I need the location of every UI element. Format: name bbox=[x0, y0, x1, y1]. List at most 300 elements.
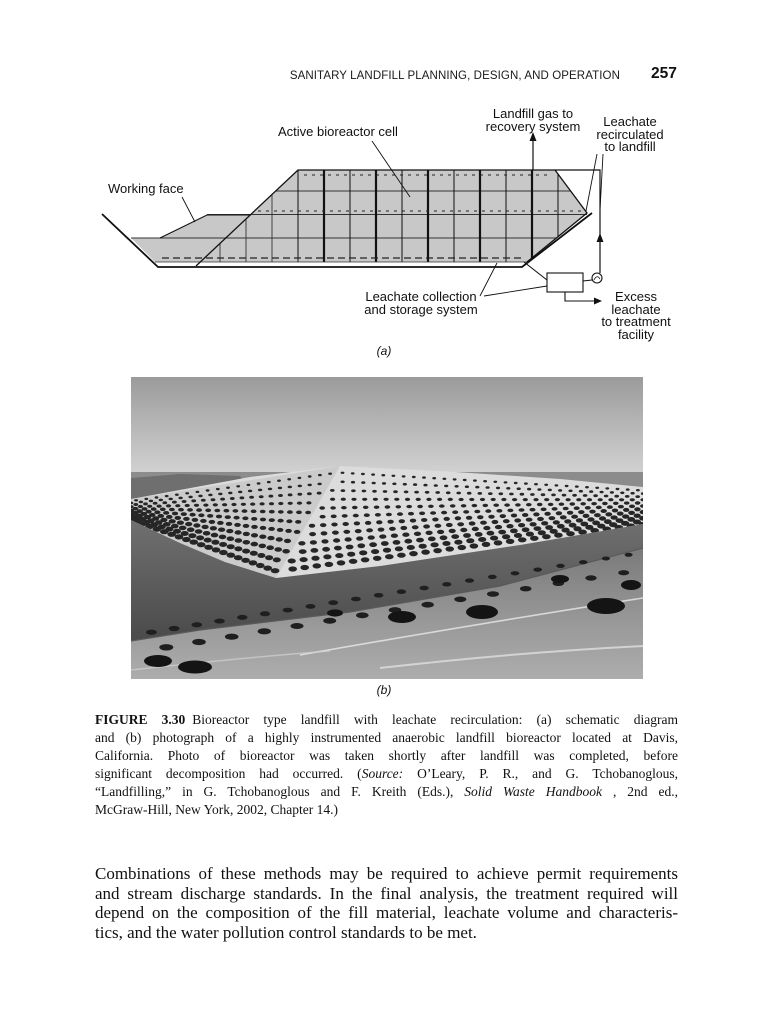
tire bbox=[278, 494, 283, 497]
tire bbox=[511, 571, 520, 575]
tire bbox=[234, 523, 241, 527]
tire bbox=[589, 510, 595, 514]
waste-fill bbox=[131, 170, 587, 262]
tire bbox=[352, 506, 358, 509]
tire bbox=[204, 538, 212, 543]
tire bbox=[499, 492, 504, 495]
leachate-recirculated-label-line: Leachate bbox=[603, 114, 657, 129]
tire bbox=[201, 499, 206, 502]
tire bbox=[243, 524, 250, 528]
tire bbox=[374, 593, 384, 598]
tire bbox=[477, 515, 483, 519]
tire bbox=[566, 531, 575, 536]
tire bbox=[288, 566, 297, 571]
tire bbox=[393, 490, 398, 493]
tire bbox=[555, 498, 560, 501]
tire bbox=[524, 482, 528, 484]
tire bbox=[485, 509, 491, 513]
tire bbox=[526, 532, 534, 537]
tire bbox=[162, 501, 167, 504]
tire bbox=[374, 506, 380, 509]
tire bbox=[291, 623, 304, 629]
tire bbox=[202, 525, 209, 529]
tire bbox=[454, 597, 466, 603]
tire bbox=[159, 644, 173, 650]
tire bbox=[435, 524, 442, 528]
tire bbox=[351, 597, 361, 602]
tire bbox=[297, 502, 302, 505]
tire bbox=[530, 522, 537, 526]
tire bbox=[341, 481, 345, 484]
tire bbox=[480, 521, 487, 525]
tire bbox=[332, 531, 339, 535]
tire bbox=[583, 494, 588, 497]
tire bbox=[185, 492, 189, 494]
tire bbox=[419, 512, 425, 516]
tire bbox=[233, 509, 239, 513]
tire bbox=[276, 537, 283, 541]
tire bbox=[317, 483, 321, 486]
tire bbox=[193, 523, 200, 527]
tire bbox=[410, 519, 416, 523]
tire bbox=[612, 509, 618, 513]
tire bbox=[182, 537, 191, 542]
tire bbox=[365, 521, 371, 525]
tire bbox=[341, 472, 345, 474]
tire bbox=[187, 508, 193, 512]
tire bbox=[235, 538, 243, 543]
tire bbox=[441, 511, 447, 515]
tire bbox=[408, 512, 414, 516]
tire bbox=[544, 484, 548, 486]
tire bbox=[619, 498, 624, 501]
tire bbox=[585, 486, 589, 488]
tire bbox=[579, 490, 583, 493]
tire bbox=[341, 498, 346, 501]
tire bbox=[607, 505, 613, 509]
tire bbox=[249, 496, 254, 499]
tire bbox=[147, 505, 152, 508]
tire bbox=[419, 544, 427, 549]
tire bbox=[331, 515, 337, 519]
tire bbox=[138, 505, 143, 508]
tire bbox=[518, 537, 527, 542]
caption-book-title: Solid Waste Handbook bbox=[464, 784, 602, 799]
tire bbox=[392, 483, 396, 486]
tire bbox=[166, 504, 171, 507]
tire bbox=[498, 530, 506, 535]
tire bbox=[331, 523, 337, 527]
tire bbox=[260, 611, 270, 616]
tire bbox=[361, 473, 365, 475]
tire bbox=[490, 536, 498, 541]
leachate-recirculated-label-line: to landfill bbox=[604, 139, 656, 154]
tire bbox=[437, 498, 442, 501]
tire bbox=[387, 520, 393, 524]
tire bbox=[169, 508, 175, 512]
leachate-recirculated-label bbox=[580, 116, 680, 154]
tire bbox=[399, 519, 405, 523]
tire bbox=[228, 492, 232, 495]
tire bbox=[455, 516, 461, 520]
tire bbox=[241, 503, 246, 506]
tire bbox=[251, 542, 259, 547]
tire bbox=[602, 502, 608, 505]
tire bbox=[402, 475, 406, 477]
tire bbox=[456, 492, 461, 495]
panel-b-label: (b) bbox=[376, 683, 392, 697]
tire bbox=[306, 604, 316, 609]
tire bbox=[250, 503, 255, 506]
tire bbox=[214, 509, 220, 513]
tire bbox=[514, 533, 522, 538]
tire bbox=[278, 519, 284, 523]
tire bbox=[467, 492, 472, 495]
tire bbox=[549, 516, 556, 520]
tire bbox=[432, 518, 438, 522]
body-line: tics, and the water pollution control standards to be met. bbox=[95, 922, 477, 942]
tire bbox=[234, 516, 240, 520]
tire bbox=[517, 487, 521, 490]
tire bbox=[149, 500, 153, 503]
tire bbox=[407, 545, 415, 550]
tire bbox=[313, 563, 322, 568]
tire bbox=[178, 508, 184, 512]
tire bbox=[361, 481, 365, 484]
pump-icon bbox=[592, 273, 602, 283]
caption-text: “Landfilling,” in G. Tchobanoglous and F. Kreith (Eds.), bbox=[95, 784, 465, 799]
tire bbox=[296, 511, 302, 515]
tire bbox=[604, 495, 609, 498]
tire bbox=[594, 513, 601, 517]
tire bbox=[166, 515, 173, 519]
excess-leachate-label bbox=[586, 291, 686, 341]
tire bbox=[501, 498, 506, 501]
tire bbox=[153, 502, 158, 505]
tire bbox=[533, 512, 539, 516]
tire bbox=[527, 488, 531, 491]
tire bbox=[351, 472, 355, 474]
tire bbox=[511, 514, 517, 518]
leachate-collection-label-line: and storage system bbox=[364, 301, 478, 317]
tire bbox=[226, 529, 233, 533]
tire bbox=[295, 520, 301, 524]
leachate-recirculated-label-line: recirculated bbox=[596, 126, 664, 142]
tire bbox=[175, 534, 184, 539]
tire bbox=[235, 530, 242, 534]
tire bbox=[616, 488, 620, 490]
tire bbox=[209, 520, 216, 524]
landfill-gas-label bbox=[473, 108, 593, 133]
tire bbox=[618, 505, 624, 509]
tire bbox=[394, 498, 399, 501]
tire bbox=[383, 548, 391, 553]
tire bbox=[210, 526, 217, 530]
tire bbox=[211, 498, 216, 501]
tire bbox=[469, 498, 474, 501]
tire bbox=[443, 478, 447, 480]
tire bbox=[625, 495, 630, 498]
tire bbox=[298, 485, 302, 488]
tire bbox=[634, 507, 640, 511]
caption-line: and (b) photograph of a highly instrumented anaerobic landfill bioreactor located at Davis, bbox=[95, 730, 678, 745]
tire bbox=[364, 513, 370, 517]
tire bbox=[278, 510, 284, 514]
tire bbox=[154, 510, 160, 514]
tire bbox=[269, 510, 275, 514]
tire bbox=[453, 478, 457, 480]
tire bbox=[205, 509, 211, 513]
caption-text: Bioreactor type landfill with leachate recirculation: (a) schematic diagram bbox=[192, 712, 678, 727]
tire bbox=[211, 540, 219, 545]
tire bbox=[383, 490, 388, 493]
tire bbox=[514, 482, 518, 484]
tire bbox=[451, 534, 459, 539]
tire bbox=[425, 491, 430, 494]
tire bbox=[159, 499, 163, 502]
tire bbox=[487, 531, 495, 536]
tire bbox=[391, 534, 398, 538]
tire bbox=[163, 511, 169, 515]
tire bbox=[423, 484, 427, 487]
tire bbox=[359, 550, 367, 555]
tire bbox=[242, 549, 250, 554]
tire bbox=[537, 517, 544, 521]
tire bbox=[551, 575, 569, 583]
tire bbox=[178, 661, 212, 674]
tire bbox=[172, 501, 177, 504]
tire bbox=[433, 548, 442, 553]
tire bbox=[563, 507, 569, 511]
figure-caption bbox=[95, 711, 678, 819]
tire bbox=[404, 539, 412, 544]
tire bbox=[212, 547, 221, 552]
tire bbox=[260, 510, 266, 514]
tire bbox=[258, 489, 262, 492]
tire bbox=[288, 493, 293, 496]
tire bbox=[488, 575, 497, 579]
excess-leachate-label-line: Excess bbox=[615, 289, 657, 304]
tire bbox=[351, 489, 356, 492]
tire bbox=[385, 554, 394, 559]
tire bbox=[608, 498, 613, 501]
tire bbox=[320, 523, 326, 527]
tire bbox=[495, 525, 502, 529]
tire bbox=[385, 505, 391, 508]
tire bbox=[300, 565, 309, 570]
tire bbox=[260, 502, 265, 505]
tire bbox=[274, 547, 282, 552]
tire bbox=[307, 492, 312, 495]
tire bbox=[435, 491, 440, 494]
tire bbox=[465, 578, 474, 582]
tire bbox=[260, 518, 266, 522]
tire bbox=[566, 498, 571, 501]
caption-text: , 2nd ed., bbox=[601, 784, 679, 799]
tire bbox=[146, 630, 157, 635]
tire bbox=[416, 538, 424, 543]
tire bbox=[191, 499, 196, 502]
body-line: Combinations of these methods may be required to achieve permit requirements bbox=[95, 864, 678, 883]
tire bbox=[317, 492, 322, 495]
tire bbox=[440, 535, 448, 540]
tire bbox=[311, 548, 319, 553]
tire bbox=[287, 510, 293, 514]
tire bbox=[133, 503, 138, 506]
tire bbox=[225, 515, 231, 519]
tire bbox=[341, 489, 346, 492]
tire bbox=[626, 488, 630, 490]
tire bbox=[405, 498, 410, 501]
tire bbox=[362, 498, 367, 501]
tire bbox=[448, 498, 453, 501]
tire bbox=[439, 504, 445, 507]
tire bbox=[356, 536, 363, 540]
tire bbox=[506, 539, 515, 544]
tire bbox=[571, 515, 578, 519]
tire bbox=[486, 486, 490, 489]
tire bbox=[397, 589, 406, 594]
tire bbox=[565, 485, 569, 487]
tire bbox=[506, 487, 510, 490]
tire bbox=[598, 498, 603, 501]
tire bbox=[227, 536, 235, 541]
tire bbox=[366, 528, 373, 532]
tire bbox=[268, 527, 275, 531]
tire bbox=[288, 559, 296, 564]
tire bbox=[249, 560, 258, 565]
tire bbox=[139, 501, 143, 504]
tire bbox=[386, 513, 392, 517]
caption-line: McGraw-Hill, New York, 2002, Chapter 14.) bbox=[95, 802, 338, 817]
tire bbox=[219, 535, 227, 540]
tire bbox=[469, 521, 476, 525]
tire bbox=[256, 563, 265, 568]
body-line: and stream discharge standards. In the final analysis, the treatment required will bbox=[95, 883, 678, 903]
recirculation-arrow-head bbox=[597, 233, 604, 242]
tire bbox=[428, 537, 436, 542]
tire bbox=[250, 551, 258, 556]
tire bbox=[288, 502, 293, 505]
tire bbox=[375, 513, 381, 517]
tire bbox=[445, 546, 454, 551]
tire bbox=[363, 506, 369, 509]
tire bbox=[194, 504, 199, 507]
tire bbox=[483, 526, 490, 530]
tire bbox=[192, 622, 203, 627]
tire bbox=[355, 529, 362, 533]
tire bbox=[300, 557, 308, 562]
tire bbox=[492, 520, 499, 524]
tire bbox=[372, 490, 377, 493]
tire bbox=[384, 498, 389, 501]
tire bbox=[444, 517, 450, 521]
tire bbox=[514, 518, 521, 522]
tire bbox=[144, 655, 172, 667]
tire bbox=[442, 582, 451, 586]
tire bbox=[426, 531, 433, 535]
caption-line bbox=[95, 711, 678, 729]
tire bbox=[182, 500, 187, 503]
tire bbox=[409, 551, 418, 556]
tire bbox=[552, 507, 558, 511]
tire bbox=[197, 542, 206, 547]
tire bbox=[309, 524, 315, 528]
tire bbox=[397, 553, 406, 558]
tire bbox=[450, 504, 456, 507]
tire bbox=[181, 512, 187, 516]
tire bbox=[287, 478, 291, 480]
tire bbox=[220, 498, 225, 501]
tire bbox=[251, 533, 258, 537]
tire bbox=[593, 494, 598, 497]
tire bbox=[155, 496, 159, 498]
tire bbox=[493, 481, 497, 483]
tire bbox=[207, 514, 213, 518]
tire bbox=[426, 498, 431, 501]
caption-text: O’Leary, P. R., and G. Tchobanoglous, bbox=[403, 766, 678, 781]
tire bbox=[454, 540, 462, 545]
tire bbox=[487, 591, 499, 597]
tire bbox=[483, 504, 489, 507]
panel-a-label: (a) bbox=[376, 344, 392, 358]
tire bbox=[618, 570, 629, 575]
tire bbox=[431, 542, 439, 547]
figure-number: FIGURE 3.30 bbox=[95, 712, 186, 727]
tire bbox=[160, 508, 166, 512]
tire bbox=[323, 554, 331, 559]
tire bbox=[458, 545, 467, 550]
tire bbox=[188, 496, 192, 499]
tire bbox=[403, 483, 407, 486]
tire bbox=[422, 602, 434, 608]
tire bbox=[259, 535, 266, 539]
caption-line bbox=[95, 765, 678, 783]
tire bbox=[629, 505, 635, 509]
tire bbox=[625, 553, 633, 557]
tire bbox=[320, 515, 326, 519]
tire bbox=[537, 503, 543, 506]
tire bbox=[321, 531, 328, 535]
tire bbox=[368, 535, 375, 539]
tire bbox=[556, 511, 562, 515]
tire bbox=[434, 484, 438, 487]
tank-to-pump-pipe bbox=[583, 280, 592, 281]
tire bbox=[216, 488, 220, 490]
excess-leachate-label-line: leachate bbox=[611, 301, 661, 317]
tire bbox=[321, 539, 328, 543]
tire bbox=[542, 534, 551, 539]
tire bbox=[636, 489, 640, 491]
tire bbox=[533, 498, 538, 501]
tire bbox=[157, 505, 162, 508]
tire bbox=[530, 508, 536, 512]
tire bbox=[488, 515, 494, 519]
tire bbox=[381, 474, 385, 476]
tire bbox=[635, 501, 641, 504]
tire bbox=[213, 503, 218, 506]
tire bbox=[444, 485, 448, 488]
tire bbox=[555, 484, 559, 486]
tire bbox=[414, 491, 419, 494]
tire bbox=[251, 525, 258, 529]
tire bbox=[459, 498, 464, 501]
tire bbox=[345, 537, 352, 541]
running-header-title: SANITARY LANDFILL PLANNING, DESIGN, AND OPERATION bbox=[289, 70, 620, 82]
tire bbox=[190, 540, 199, 545]
excess-leachate-label-line: facility bbox=[617, 326, 655, 342]
tire bbox=[406, 505, 412, 508]
